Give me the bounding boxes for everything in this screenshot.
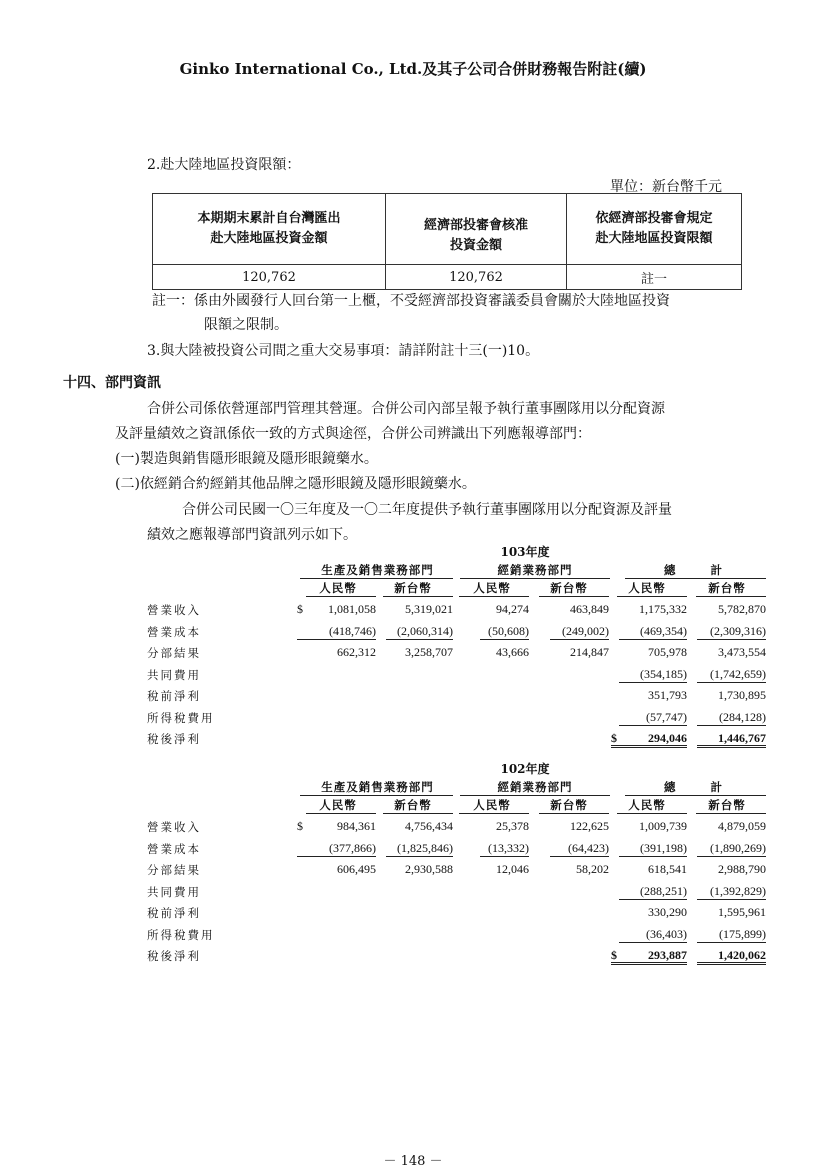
cell-value: (50,608) <box>488 623 529 638</box>
currency-rmb-header: 人民幣 <box>628 581 666 595</box>
segment-item-2: (二)依經銷合約經銷其他品牌之隱形眼鏡及隱形眼鏡藥水。 <box>115 476 476 492</box>
inv-header-3: 依經濟部投審會規定 赴大陸地區投資限額 <box>567 194 742 265</box>
currency-ntd-header: 新台幣 <box>394 798 432 812</box>
row-label: 所得稅費用 <box>147 927 215 942</box>
row-label: 稅後淨利 <box>147 732 201 746</box>
year-title: 102年度 <box>500 762 550 776</box>
total-double-underline <box>611 962 687 965</box>
seg-distribution-header: 經銷業務部門 <box>497 563 573 577</box>
subtotal-underline <box>619 942 687 943</box>
page-header: Ginko International Co., Ltd.及其子公司合併財務報告附註(續) <box>179 60 647 78</box>
currency-underline <box>696 596 766 597</box>
cell-value: 4,756,434 <box>405 819 453 833</box>
currency-underline <box>696 813 766 814</box>
cell-value: (175,899) <box>719 926 766 941</box>
cell-value: 1,009,739 <box>639 819 687 833</box>
cell-value: 4,879,059 <box>718 819 766 833</box>
seg-manufacturing-header: 生產及銷售業務部門 <box>321 563 434 577</box>
currency-ntd-header: 新台幣 <box>708 581 746 595</box>
cell-value: 330,290 <box>648 905 687 919</box>
cell-value: 662,312 <box>337 645 376 659</box>
currency-underline <box>383 813 453 814</box>
cell-value: 705,978 <box>648 645 687 659</box>
cell-value: 984,361 <box>337 819 376 833</box>
seg-total-header: 總 計 <box>664 563 726 577</box>
currency-underline <box>306 813 376 814</box>
cell-value: 3,473,554 <box>718 645 766 659</box>
header-underline <box>460 795 610 796</box>
cell-value: 1,730,895 <box>718 688 766 702</box>
subtotal-underline <box>386 856 453 857</box>
cell-value: 294,046 <box>648 731 687 745</box>
dollar-sign: $ <box>297 819 303 833</box>
inv-header-1: 本期期末累計自台灣匯出 赴大陸地區投資金額 <box>153 194 386 265</box>
cell-value: (354,185) <box>640 666 687 681</box>
subtotal-underline <box>386 639 453 640</box>
cell-value: (418,746) <box>329 623 376 638</box>
subtotal-underline <box>297 639 376 640</box>
cell-value: (1,825,846) <box>397 840 453 855</box>
header-underline <box>460 578 610 579</box>
cell-value: 25,378 <box>496 819 529 833</box>
cell-value: 1,081,058 <box>328 602 376 616</box>
subtotal-underline <box>619 682 687 683</box>
row-label: 營業收入 <box>147 820 201 834</box>
cell-value: (1,890,269) <box>710 840 766 855</box>
subtotal-underline <box>480 639 529 640</box>
cell-value: 293,887 <box>648 948 687 962</box>
inv-value-2: 120,762 <box>386 265 567 290</box>
cell-value: 5,319,021 <box>405 602 453 616</box>
section-14-title: 十四、部門資訊 <box>63 375 161 391</box>
currency-ntd-header: 新台幣 <box>550 581 588 595</box>
subtotal-underline <box>550 856 609 857</box>
subtotal-underline <box>480 856 529 857</box>
subtotal-underline <box>697 639 766 640</box>
cell-value: (36,403) <box>646 926 687 941</box>
row-label: 稅前淨利 <box>147 689 201 703</box>
section-3-text: 3.與大陸被投資公司間之重大交易事項：請詳附註十三(一)10。 <box>147 343 540 359</box>
subtotal-underline <box>619 725 687 726</box>
currency-underline <box>459 813 529 814</box>
subtotal-underline <box>697 942 766 943</box>
page-number: － 148 － <box>383 1154 443 1169</box>
currency-rmb-header: 人民幣 <box>319 581 357 595</box>
currency-underline <box>617 813 687 814</box>
section-2-title: 2.赴大陸地區投資限額： <box>147 157 301 173</box>
row-label: 稅前淨利 <box>147 906 201 920</box>
cell-value: (2,060,314) <box>397 623 453 638</box>
cell-value: 214,847 <box>570 645 609 659</box>
currency-rmb-header: 人民幣 <box>319 798 357 812</box>
note-1-line-2: 限額之限制。 <box>204 317 288 333</box>
currency-rmb-header: 人民幣 <box>473 581 511 595</box>
row-label: 分部結果 <box>147 863 201 877</box>
currency-ntd-header: 新台幣 <box>708 798 746 812</box>
cell-value: (1,392,829) <box>710 883 766 898</box>
cell-value: (2,309,316) <box>710 623 766 638</box>
row-label: 分部結果 <box>147 646 201 660</box>
row-label: 共同費用 <box>147 884 201 899</box>
currency-underline <box>617 596 687 597</box>
cell-value: 2,988,790 <box>718 862 766 876</box>
cell-value: (377,866) <box>329 840 376 855</box>
currency-underline <box>383 596 453 597</box>
row-label: 營業收入 <box>147 603 201 617</box>
dollar-sign: $ <box>297 602 303 616</box>
cell-value: 122,625 <box>570 819 609 833</box>
subtotal-underline <box>297 856 376 857</box>
note-1-line-1: 註一：係由外國發行人回台第一上櫃，不受經濟部投資審議委員會關於大陸地區投資 <box>152 293 670 309</box>
currency-underline <box>306 596 376 597</box>
subtotal-underline <box>619 639 687 640</box>
cell-value: 463,849 <box>570 602 609 616</box>
subtotal-underline <box>697 856 766 857</box>
header-underline <box>625 578 766 579</box>
dollar-sign: $ <box>611 948 617 962</box>
unit-label: 單位：新台幣千元 <box>610 179 722 195</box>
cell-value: (288,251) <box>640 883 687 898</box>
row-label: 營業成本 <box>147 624 201 639</box>
inv-value-1: 120,762 <box>153 265 386 290</box>
cell-value: (64,423) <box>568 840 609 855</box>
cell-value: (249,002) <box>562 623 609 638</box>
subtotal-underline <box>697 899 766 900</box>
header-underline <box>300 578 453 579</box>
cell-value: 12,046 <box>496 862 529 876</box>
paragraph-2-line-2: 績效之應報導部門資訊列示如下。 <box>147 527 357 543</box>
currency-ntd-header: 新台幣 <box>550 798 588 812</box>
row-label: 營業成本 <box>147 841 201 856</box>
cell-value: 1,420,062 <box>718 948 766 962</box>
currency-underline <box>459 596 529 597</box>
inv-header-2: 經濟部投審會核准 投資金額 <box>386 194 567 265</box>
currency-underline <box>539 596 609 597</box>
header-underline <box>300 795 453 796</box>
cell-value: (13,332) <box>488 840 529 855</box>
subtotal-underline <box>697 682 766 683</box>
cell-value: 1,595,961 <box>718 905 766 919</box>
total-double-underline <box>697 962 766 965</box>
total-double-underline <box>611 745 687 748</box>
row-label: 共同費用 <box>147 667 201 682</box>
subtotal-underline <box>619 856 687 857</box>
currency-rmb-header: 人民幣 <box>473 798 511 812</box>
row-label: 所得稅費用 <box>147 710 215 725</box>
seg-distribution-header: 經銷業務部門 <box>497 780 573 794</box>
subtotal-underline <box>619 899 687 900</box>
cell-value: (469,354) <box>640 623 687 638</box>
subtotal-underline <box>550 639 609 640</box>
cell-value: (284,128) <box>719 709 766 724</box>
currency-underline <box>539 813 609 814</box>
investment-limit-table <box>152 193 742 290</box>
seg-manufacturing-header: 生產及銷售業務部門 <box>321 780 434 794</box>
row-label: 稅後淨利 <box>147 949 201 963</box>
header-underline <box>625 795 766 796</box>
paragraph-1-line-1: 合併公司係依營運部門管理其營運。合併公司內部呈報予執行董事團隊用以分配資源 <box>147 401 665 417</box>
cell-value: 606,495 <box>337 862 376 876</box>
seg-total-header: 總 計 <box>664 780 726 794</box>
cell-value: 2,930,588 <box>405 862 453 876</box>
year-title: 103年度 <box>500 545 550 559</box>
subtotal-underline <box>697 725 766 726</box>
cell-value: 1,175,332 <box>639 602 687 616</box>
paragraph-2-line-1: 合併公司民國一〇三年度及一〇二年度提供予執行董事團隊用以分配資源及評量 <box>182 502 672 518</box>
cell-value: (57,747) <box>646 709 687 724</box>
total-double-underline <box>697 745 766 748</box>
cell-value: 3,258,707 <box>405 645 453 659</box>
dollar-sign: $ <box>611 731 617 745</box>
cell-value: (391,198) <box>640 840 687 855</box>
cell-value: (1,742,659) <box>710 666 766 681</box>
currency-rmb-header: 人民幣 <box>628 798 666 812</box>
cell-value: 58,202 <box>576 862 609 876</box>
paragraph-1-line-2: 及評量績效之資訊係依一致的方式與途徑，合併公司辨識出下列應報導部門： <box>115 426 591 442</box>
cell-value: 351,793 <box>648 688 687 702</box>
currency-ntd-header: 新台幣 <box>394 581 432 595</box>
cell-value: 618,541 <box>648 862 687 876</box>
cell-value: 1,446,767 <box>718 731 766 745</box>
cell-value: 5,782,870 <box>718 602 766 616</box>
segment-item-1: (一)製造與銷售隱形眼鏡及隱形眼鏡藥水。 <box>115 451 378 467</box>
cell-value: 94,274 <box>496 602 529 616</box>
inv-value-3: 註一 <box>567 265 742 290</box>
cell-value: 43,666 <box>496 645 529 659</box>
